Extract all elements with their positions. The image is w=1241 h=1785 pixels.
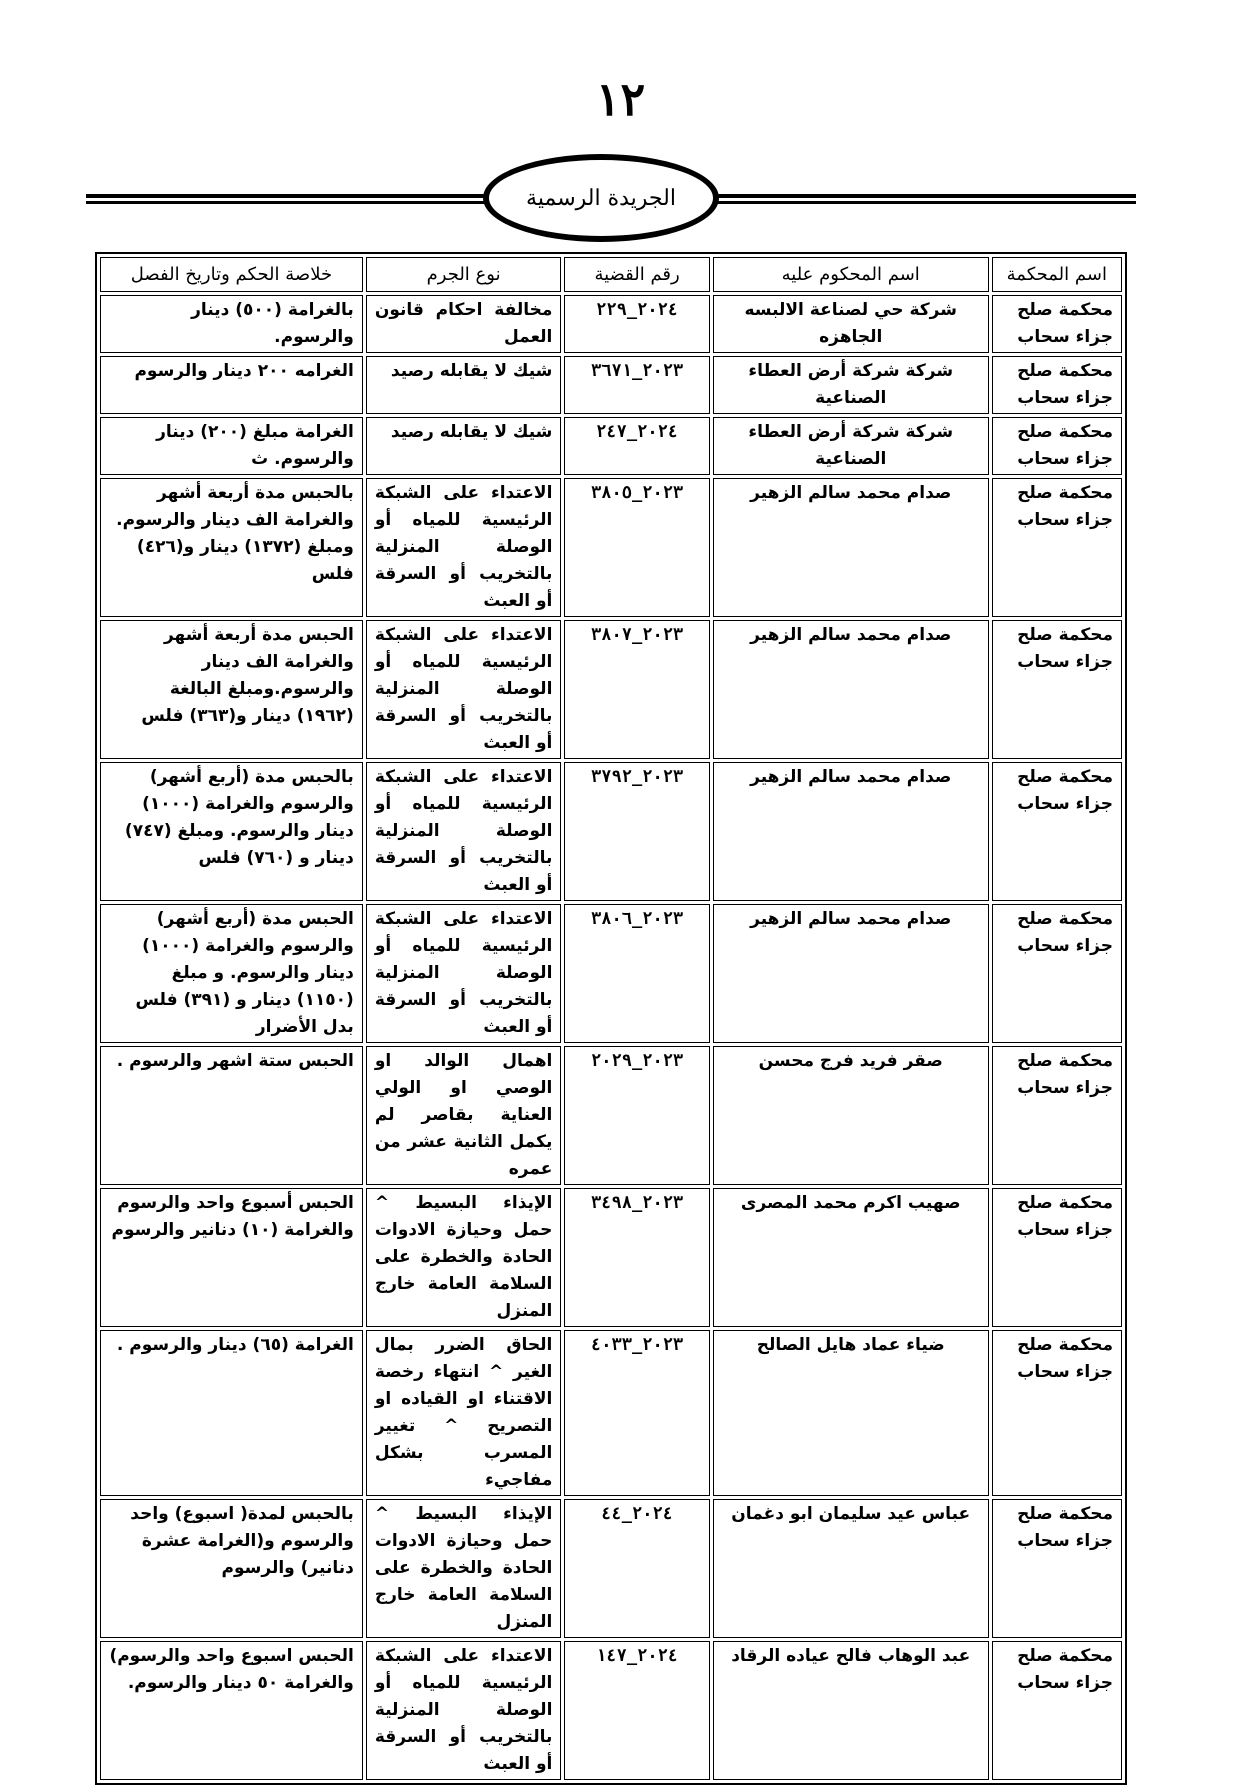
case-number-cell: ٢٠٢٣_٣٨٠٥	[564, 478, 709, 617]
verdict-cell: الحبس مدة أربعة أشهر والغرامة الف دينار والرسوم.ومبلغ البالغة (١٩٦٢) دينار و(٣٦٣) فلس	[100, 620, 363, 759]
column-header-verdict: خلاصة الحكم وتاريخ الفصل	[100, 257, 363, 292]
crime-type-cell: الاعتداء على الشبكة الرئيسية للمياه أو الوصلة المنزلية بالتخريب أو السرقة أو العبث	[366, 762, 562, 901]
column-header-case-number: رقم القضية	[564, 257, 709, 292]
case-number-cell: ٢٠٢٣_٣٤٩٨	[564, 1188, 709, 1327]
crime-type-cell: الإيذاء البسيط ^ حمل وحيازة الادوات الحادة والخطرة على السلامة العامة خارج المنزل	[366, 1499, 562, 1638]
convict-name-cell: عبد الوهاب فالح عياده الرقاد	[713, 1641, 989, 1780]
verdict-cell: الحبس ستة اشهر والرسوم .	[100, 1046, 363, 1185]
table-header-row	[100, 257, 1122, 292]
case-number-cell: ٢٠٢٤_٢٤٧	[564, 417, 709, 475]
table-row	[100, 1046, 1122, 1185]
case-number-cell: ٢٠٢٣_٢٠٢٩	[564, 1046, 709, 1185]
convict-name-cell: صهيب اكرم محمد المصرى	[713, 1188, 989, 1327]
verdict-cell: الغرامه ٢٠٠ دينار والرسوم	[100, 356, 363, 414]
crime-type-cell: الاعتداء على الشبكة الرئيسية للمياه أو الوصلة المنزلية بالتخريب أو السرقة أو العبث	[366, 1641, 562, 1780]
verdict-cell: الحبس اسبوع واحد والرسوم) والغرامة ٥٠ دينار والرسوم.	[100, 1641, 363, 1780]
court-cell: محكمة صلح جزاء سحاب	[992, 1330, 1122, 1496]
table-row	[100, 620, 1122, 759]
convict-name-cell: صقر فريد فرج محسن	[713, 1046, 989, 1185]
case-number-cell: ٢٠٢٤_١٤٧	[564, 1641, 709, 1780]
court-cell: محكمة صلح جزاء سحاب	[992, 1499, 1122, 1638]
court-cell: محكمة صلح جزاء سحاب	[992, 478, 1122, 617]
court-cell: محكمة صلح جزاء سحاب	[992, 904, 1122, 1043]
column-header-convict-name: اسم المحكوم عليه	[713, 257, 989, 292]
crime-type-cell: الإيذاء البسيط ^ حمل وحيازة الادوات الحادة والخطرة على السلامة العامة خارج المنزل	[366, 1188, 562, 1327]
crime-type-cell: الاعتداء على الشبكة الرئيسية للمياه أو الوصلة المنزلية بالتخريب أو السرقة أو العبث	[366, 620, 562, 759]
convict-name-cell: عباس عيد سليمان ابو دغمان	[713, 1499, 989, 1638]
case-number-cell: ٢٠٢٣_٣٨٠٦	[564, 904, 709, 1043]
convict-name-cell: شركة حي لصناعة الالبسه الجاهزه	[713, 295, 989, 353]
table-row	[100, 478, 1122, 617]
crime-type-cell: مخالفة احكام قانون العمل	[366, 295, 562, 353]
crime-type-cell: الحاق الضرر بمال الغير ^ انتهاء رخصة الاقتناء او القياده او التصريح ^ تغيير المسرب بشكل مفاجيء	[366, 1330, 562, 1496]
crime-type-cell: اهمال الوالد او الوصي او الولي العناية بقاصر لم يكمل الثانية عشر من عمره	[366, 1046, 562, 1185]
case-number-cell: ٢٠٢٣_٣٦٧١	[564, 356, 709, 414]
verdict-cell: الحبس أسبوع واحد والرسوم والغرامة (١٠) دنانير والرسوم	[100, 1188, 363, 1327]
table-row	[100, 417, 1122, 475]
case-number-cell: ٢٠٢٣_٤٠٣٣	[564, 1330, 709, 1496]
court-cell: محكمة صلح جزاء سحاب	[992, 1046, 1122, 1185]
table-row	[100, 762, 1122, 901]
gazette-title: الجريدة الرسمية	[526, 185, 676, 211]
convict-name-cell: شركة شركة أرض العطاء الصناعية	[713, 417, 989, 475]
crime-type-cell: الاعتداء على الشبكة الرئيسية للمياه أو الوصلة المنزلية بالتخريب أو السرقة أو العبث	[366, 478, 562, 617]
court-cell: محكمة صلح جزاء سحاب	[992, 762, 1122, 901]
page-number: ١٢	[595, 72, 646, 126]
crime-type-cell: شيك لا يقابله رصيد	[366, 417, 562, 475]
case-number-cell: ٢٠٢٤_٢٢٩	[564, 295, 709, 353]
verdict-cell: الغرامة (٦٥) دينار والرسوم .	[100, 1330, 363, 1496]
table-row	[100, 356, 1122, 414]
table-row	[100, 1188, 1122, 1327]
table-row	[100, 1330, 1122, 1496]
gazette-title-oval	[483, 154, 719, 242]
table-row	[100, 1641, 1122, 1780]
crime-type-cell: شيك لا يقابله رصيد	[366, 356, 562, 414]
convict-name-cell: صدام محمد سالم الزهير	[713, 762, 989, 901]
column-header-court: اسم المحكمة	[992, 257, 1122, 292]
table-row	[100, 904, 1122, 1043]
verdict-cell: الغرامة مبلغ (٢٠٠) دينار والرسوم. ث	[100, 417, 363, 475]
court-judgments-table	[95, 252, 1127, 1785]
table-row	[100, 1499, 1122, 1638]
court-cell: محكمة صلح جزاء سحاب	[992, 295, 1122, 353]
court-cell: محكمة صلح جزاء سحاب	[992, 1641, 1122, 1780]
verdict-cell: بالحبس مدة أربعة أشهر والغرامة الف دينار والرسوم. ومبلغ (١٣٧٢) دينار و(٤٢٦) فلس	[100, 478, 363, 617]
verdict-cell: بالغرامة (٥٠٠) دينار والرسوم.	[100, 295, 363, 353]
verdict-cell: بالحبس لمدة( اسبوع) واحد والرسوم و(الغرامة عشرة دنانير) والرسوم	[100, 1499, 363, 1638]
table-row	[100, 295, 1122, 353]
court-cell: محكمة صلح جزاء سحاب	[992, 417, 1122, 475]
court-cell: محكمة صلح جزاء سحاب	[992, 1188, 1122, 1327]
convict-name-cell: صدام محمد سالم الزهير	[713, 478, 989, 617]
verdict-cell: الحبس مدة (أربع أشهر) والرسوم والغرامة (١٠٠٠) دينار والرسوم. و مبلغ (١١٥٠) دينار و (٣٩١) فلس بدل الأضرار	[100, 904, 363, 1043]
convict-name-cell: صدام محمد سالم الزهير	[713, 904, 989, 1043]
verdict-cell: بالحبس مدة (أربع أشهر) والرسوم والغرامة (١٠٠٠) دينار والرسوم. ومبلغ (٧٤٧) دينار و (٧٦٠) فلس	[100, 762, 363, 901]
court-cell: محكمة صلح جزاء سحاب	[992, 620, 1122, 759]
case-number-cell: ٢٠٢٣_٣٧٩٢	[564, 762, 709, 901]
case-number-cell: ٢٠٢٤_٤٤	[564, 1499, 709, 1638]
convict-name-cell: صدام محمد سالم الزهير	[713, 620, 989, 759]
court-cell: محكمة صلح جزاء سحاب	[992, 356, 1122, 414]
column-header-crime-type: نوع الجرم	[366, 257, 562, 292]
case-number-cell: ٢٠٢٣_٣٨٠٧	[564, 620, 709, 759]
convict-name-cell: ضياء عماد هايل الصالح	[713, 1330, 989, 1496]
convict-name-cell: شركة شركة أرض العطاء الصناعية	[713, 356, 989, 414]
crime-type-cell: الاعتداء على الشبكة الرئيسية للمياه أو الوصلة المنزلية بالتخريب أو السرقة أو العبث	[366, 904, 562, 1043]
